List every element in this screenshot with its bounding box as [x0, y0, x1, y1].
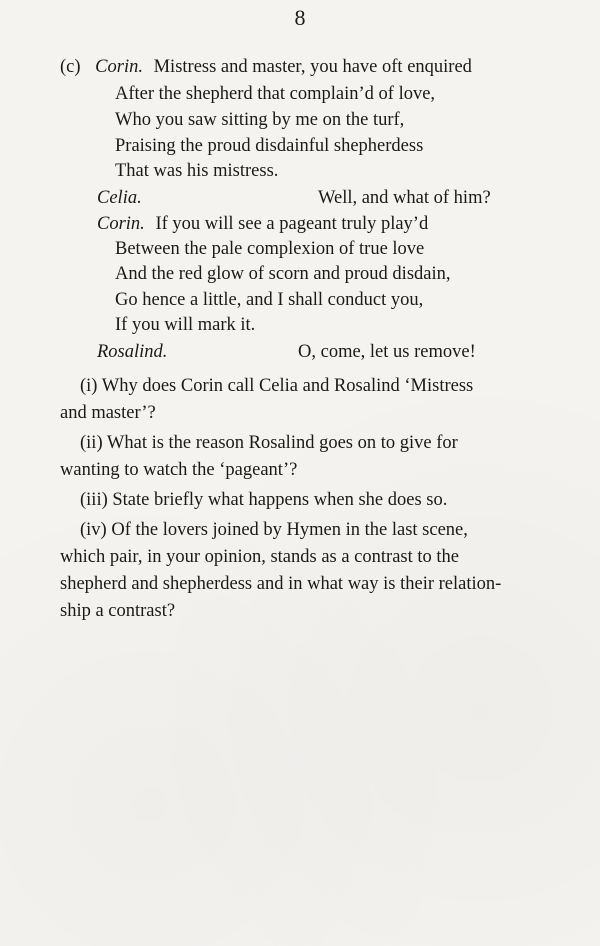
page-number: 8	[294, 5, 306, 30]
question-ii-line-2: wanting to watch the ‘pageant’?	[60, 460, 298, 480]
question-iv-line-4: ship a contrast?	[60, 601, 176, 621]
speaker-rosalind: Rosalind.	[97, 342, 168, 362]
rosalind-line: O, come, let us remove!	[298, 342, 476, 362]
question-iv-line-1: (iv) Of the lovers joined by Hymen in the last scene,	[80, 520, 468, 540]
question-iv-line-2: which pair, in your opinion, stands as a contrast to the	[60, 547, 459, 567]
passage-label: (c)	[60, 57, 81, 77]
corin-line-3: Who you saw sitting by me on the turf,	[115, 110, 405, 130]
question-iii-line-1: (iii) State briefly what happens when she does so.	[80, 490, 448, 510]
corin-line-4: Praising the proud disdainful shepherdess	[115, 136, 424, 156]
corin2-line-5: If you will mark it.	[115, 315, 256, 335]
corin-line-2: After the shepherd that complain’d of love,	[115, 84, 436, 104]
corin2-line-1: If you will see a pageant truly play’d	[155, 214, 429, 234]
corin2-line-4: Go hence a little, and I shall conduct you,	[115, 290, 424, 310]
speaker-corin-1: Corin.	[95, 57, 143, 77]
corin-line-1: Mistress and master, you have oft enquired	[153, 57, 472, 77]
corin2-line-2: Between the pale complexion of true love	[115, 239, 425, 259]
speaker-corin-2: Corin.	[97, 214, 145, 234]
question-i-line-2: and master’?	[60, 403, 156, 423]
question-i-line-1: (i) Why does Corin call Celia and Rosalind ‘Mistress	[80, 376, 474, 396]
corin2-line-3: And the red glow of scorn and proud disdain,	[115, 264, 451, 284]
passage-line-corin-2	[97, 215, 428, 234]
question-ii-line-1: (ii) What is the reason Rosalind goes on to give for	[80, 433, 458, 453]
speaker-celia: Celia.	[97, 188, 142, 208]
celia-line: Well, and what of him?	[318, 188, 491, 208]
passage-line-1	[60, 58, 472, 77]
question-iv-line-3: shepherd and shepherdess and in what way is their relation-	[60, 574, 502, 594]
corin-line-5: That was his mistress.	[115, 161, 279, 181]
